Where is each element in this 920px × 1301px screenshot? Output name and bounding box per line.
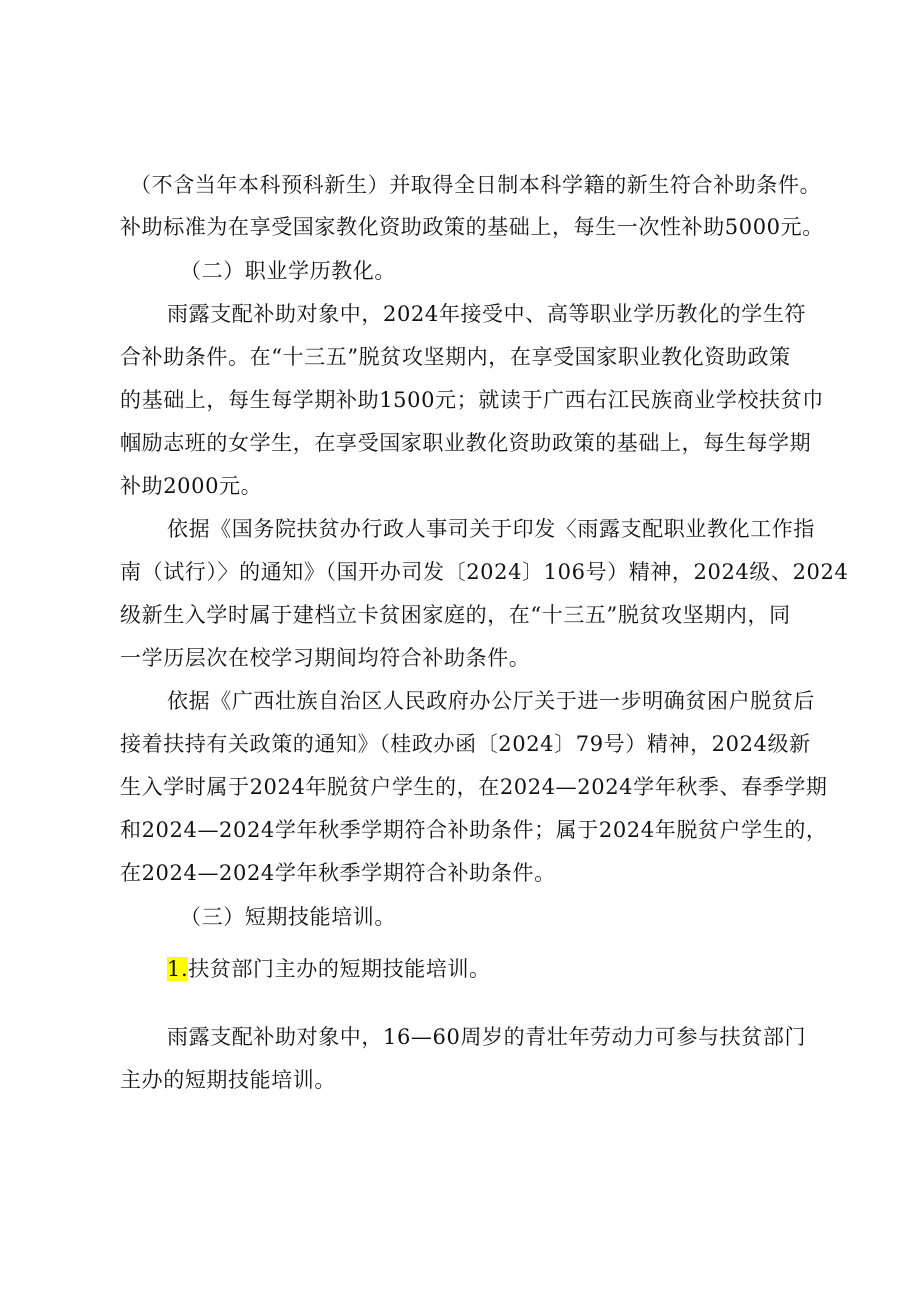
paragraph-line: 依据《国务院扶贫办行政人事司关于印发〈雨露支配职业教化工作指 — [167, 517, 815, 541]
subheading-text: 扶贫部门主办的短期技能培训。 — [188, 957, 491, 981]
paragraph-line: 帼励志班的女学生，在享受国家职业教化资助政策的基础上，每生每学期 — [120, 431, 812, 455]
paragraph-line: 依据《广西壮族自治区人民政府办公厅关于进一步明确贫困户脱贫后 — [167, 689, 815, 713]
paragraph-line: 补助2000元。 — [120, 474, 263, 498]
paragraph-line: 合补助条件。在“十三五”脱贫攻坚期内，在享受国家职业教化资助政策 — [120, 345, 791, 369]
paragraph-line: 一学历层次在校学习期间均符合补助条件。 — [120, 646, 531, 670]
paragraph-line: 级新生入学时属于建档立卡贫困家庭的，在“十三五”脱贫攻坚期内，同 — [120, 603, 791, 627]
paragraph-line: 雨露支配补助对象中，16—60周岁的青壮年劳动力可参与扶贫部门 — [167, 1025, 807, 1049]
paragraph-line: 的基础上，每生每学期补助1500元；就读于广西右江民族商业学校扶贫巾 — [120, 388, 824, 412]
section-heading-vocational: （二）职业学历教化。 — [180, 259, 396, 283]
paragraph-line: 补助标准为在享受国家教化资助政策的基础上，每生一次性补助5000元。 — [120, 215, 824, 239]
paragraph-line: 雨露支配补助对象中，2024年接受中、高等职业学历教化的学生符 — [167, 302, 807, 326]
highlighted-number: 1. — [167, 957, 189, 981]
subheading-line — [167, 954, 867, 984]
paragraph-line: （不含当年本科预科新生）并取得全日制本科学籍的新生符合补助条件。 — [130, 173, 822, 197]
paragraph-line: 南（试行）〉的通知》（国开办司发〔2024〕106号）精神，2024级、2024 — [120, 560, 849, 584]
paragraph-line: 在2024—2024学年秋季学期符合补助条件。 — [120, 861, 556, 885]
paragraph-line: 和2024—2024学年秋季学期符合补助条件；属于2024年脱贫户学生的， — [120, 818, 828, 842]
section-heading-short-term-training: （三）短期技能培训。 — [180, 905, 396, 929]
paragraph-line: 生入学时属于2024年脱贫户学生的，在2024—2024学年秋季、春季学期 — [120, 775, 828, 799]
paragraph-line: 主办的短期技能培训。 — [120, 1068, 336, 1092]
paragraph-line: 接着扶持有关政策的通知》（桂政办函〔2024〕79号）精神，2024级新 — [120, 732, 811, 756]
